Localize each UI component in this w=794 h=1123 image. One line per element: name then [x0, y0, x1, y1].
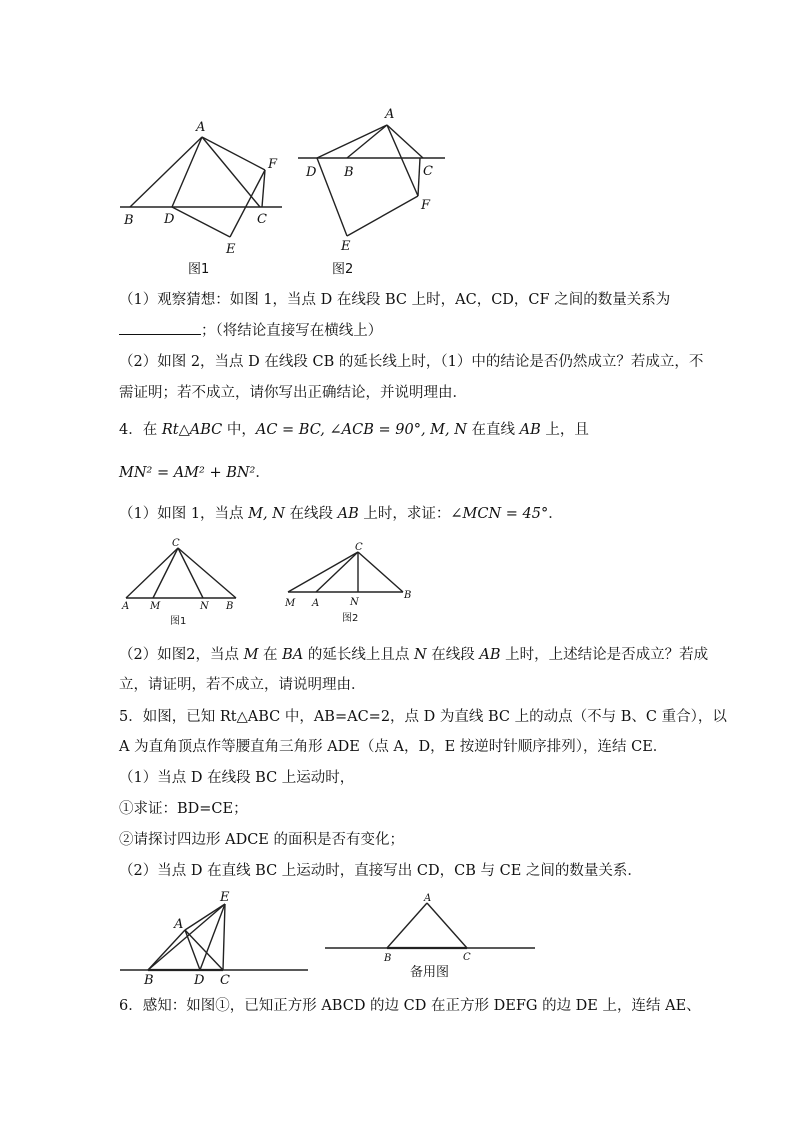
q3-part1: （1）观察猜想：如图 1，当点 D 在线段 BC 上时，AC，CD，CF 之间的数量关系为 [119, 292, 671, 308]
label-c: C [220, 973, 230, 988]
q3-part2-line2: 需证明；若不成立，请你写出正确结论，并说明理由． [119, 385, 467, 401]
q3-part2-line1: （2）如图 2，当点 D 在线段 CB 的延长线上时，（1）中的结论是否仍然成立？若成立，不 [119, 354, 704, 370]
label-b: B [384, 953, 392, 964]
label-c: C [257, 212, 267, 227]
q3-part1-blank-line: ；（将结论直接写在横线上） [119, 320, 689, 341]
figure-q5-main [118, 888, 313, 988]
q4-line1: 4．在 Rt△ABC 中，AC = BC, ∠ACB = 90°, M, N 在直线 AB 上，且 [119, 422, 589, 438]
label-c: C [172, 538, 180, 549]
q5-part1-a: ①求证：BD=CE； [119, 801, 248, 817]
figure-q3-fig2 [295, 105, 455, 285]
label-a: A [174, 917, 184, 932]
label-a: A [196, 120, 206, 135]
label-c: C [355, 542, 363, 553]
q4-part2-line2: 立，请证明，若不成立，请说明理由． [119, 677, 366, 693]
figure-q4-fig1 [118, 538, 248, 630]
figure-q3-fig1 [110, 110, 300, 285]
label-a: A [312, 598, 320, 609]
q5-line1: 5．如图，已知 Rt△ABC 中，AB=AC=2，点 D 为直线 BC 上的动点（不与 B、C 重合），以 [119, 709, 727, 725]
caption-spare: 备用图 [410, 965, 450, 980]
figure-q4-fig2 [283, 540, 418, 628]
label-e: E [341, 239, 351, 254]
q5-part1: （1）当点 D 在线段 BC 上运动时， [119, 770, 355, 786]
caption-fig2: 图2 [332, 262, 354, 277]
label-c: C [423, 164, 433, 179]
q5-part2: （2）当点 D 在直线 BC 上运动时，直接写出 CD，CB 与 CE 之间的数量关系． [119, 863, 642, 879]
label-f: F [421, 198, 431, 213]
q4-line2: MN² = AM² + BN²． [119, 465, 270, 481]
label-e: E [226, 242, 236, 257]
label-d: D [306, 165, 317, 180]
q6-line1: 6．感知：如图①，已知正方形 ABCD 的边 CD 在正方形 DEFG 的边 DE 上，连结 AE、 [119, 998, 701, 1014]
label-b: B [344, 165, 354, 180]
q5-line2: A 为直角顶点作等腰直角三角形 ADE（点 A，D，E 按逆时针顺序排列），连结 CE． [119, 739, 668, 755]
label-a: A [424, 893, 432, 904]
q4-part1: （1）如图 1，当点 M, N 在线段 AB 上时，求证：∠MCN = 45°． [119, 506, 563, 522]
label-b: B [144, 973, 154, 988]
label-m: M [150, 601, 161, 612]
label-f: F [268, 157, 278, 172]
label-a: A [122, 601, 130, 612]
label-b: B [226, 601, 234, 612]
answer-blank[interactable] [119, 320, 201, 335]
label-a: A [385, 107, 395, 122]
label-b: B [124, 213, 134, 228]
label-n: N [350, 597, 359, 608]
caption-fig2: 图2 [342, 613, 359, 624]
q4-part2-line1: （2）如图2，当点 M 在 BA 的延长线上且点 N 在线段 AB 上时，上述结论是否成立？若成 [119, 647, 709, 663]
label-d: D [194, 973, 205, 988]
caption-fig1: 图1 [170, 616, 187, 627]
figure-q5-spare [322, 890, 542, 985]
label-b: B [404, 590, 412, 601]
label-d: D [164, 212, 175, 227]
label-m: M [285, 598, 296, 609]
label-c: C [463, 952, 471, 963]
label-n: N [200, 601, 209, 612]
q5-part1-b: ②请探讨四边形 ADCE 的面积是否有变化； [119, 832, 404, 848]
caption-fig1: 图1 [188, 262, 210, 277]
label-e: E [220, 890, 230, 905]
